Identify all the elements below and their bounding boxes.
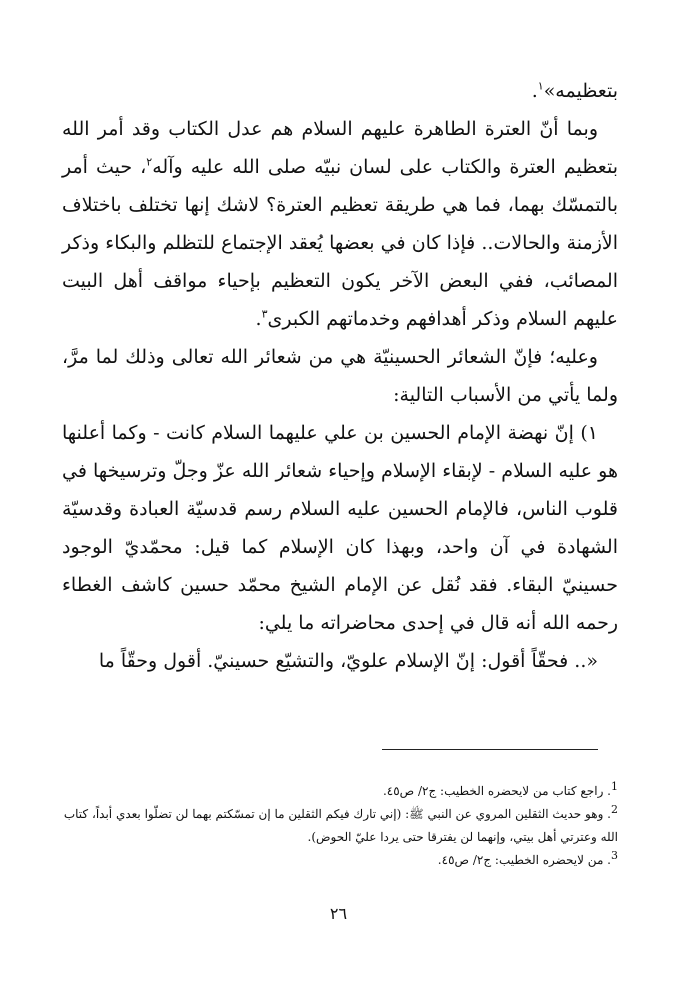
footnote-ref: ٢ bbox=[146, 155, 153, 169]
paragraph-text: «.. فحقّاً أقول: إنّ الإسلام علويّ، والتشيّع حسينيّ. أقول وحقّاً ما bbox=[98, 650, 598, 672]
paragraph-4 bbox=[62, 414, 618, 642]
paragraph-text: وبما أنّ العترة الطاهرة عليهم السلام هم عدل الكتاب وقد أمر الله بتعظيم العترة والكتاب على لسان نبيّه صلى الله عليه وآله bbox=[62, 118, 618, 178]
paragraph-5 bbox=[62, 642, 618, 680]
footnote-text: . من لايحضره الخطيب: ج٢/ ص٤٥. bbox=[437, 853, 611, 867]
footnote-number: 2 bbox=[611, 803, 618, 816]
paragraph-text: ١) إنّ نهضة الإمام الحسين بن علي عليهما السلام كانت - وكما أعلنها هو عليه السلام - لإبقاء الإسلام وإحياء شعائر الله عزّ وجلّ وترسيخها في قلوب الناس، فالإمام الحسين عليه السلام رسم قدسيّة العبادة وقدسيّة الشهادة في آن واحد، وبهذا كان الإسلام كما قيل: محمّديّ الوجود حسينيّ البقاء. فقد نُقل عن الإمام الشيخ محمّد حسين كاشف الغطاء رحمه الله أنه قال في إحدى محاضراته ما يلي: bbox=[62, 422, 618, 634]
footnote-text: . وهو حديث الثقلين المروي عن النبي ﷺ: (إني تارك فيكم الثقلين ما إن تمسّكتم بهما لن تضلّوا بعدي أبداً، كتاب الله وعترتي أهل بيتي، وإنهما لن يفترقا حتى يردا عليّ الحوض). bbox=[63, 807, 618, 844]
paragraph-1: بتعظيمه»$^١$. bbox=[531, 79, 618, 102]
footnote-ref: ٣ bbox=[261, 307, 268, 321]
paragraph-text: بتعظيمه» bbox=[543, 80, 618, 102]
footnote-2 bbox=[62, 803, 618, 849]
paragraph-text: وعليه؛ فإنّ الشعائر الحسينيّة هي من شعائر الله تعالى وذلك لما مرَّ، ولما يأتي من الأسباب التالية: bbox=[62, 346, 618, 406]
paragraph-text: ، حيث أمر بالتمسّك بهما، فما هي طريقة تعظيم العترة؟ لاشك إنها تختلف باختلاف الأزمنة والحالات.. فإذا كان في بعضها يُعقد الإجتماع للتظلم والبكاء وذكر المصائب، ففي البعض الآخر يكون التعظيم بإحياء مواقف أهل البيت عليهم السلام وذكر أهدافهم وخدماتهم الكبرى bbox=[62, 156, 618, 330]
footnote-3 bbox=[62, 849, 618, 872]
paragraph-2: وبما أنّ العترة الطاهرة عليهم السلام هم عدل الكتاب وقد أمر الله بتعظيم العترة والكتاب على لسان نبيّه صلى الله عليه وآله$^٢$، حيث أمر بالتمسّك بهما، فما هي طريقة تعظيم العترة؟ لاشك إنها تختلف باختلاف الأزمنة والحالات.. فإذا كان في بعضها يُعقد الإجتماع للتظلم والبكاء وذكر المصائب، ففي البعض الآخر يكون التعظيم بإحياء مواقف أهل البيت عليهم السلام وذكر أهدافهم وخدماتهم الكبرى$^٣$. bbox=[62, 118, 618, 330]
footnote-divider bbox=[382, 749, 598, 750]
footnote-ref: ١ bbox=[537, 79, 544, 93]
footnote-text: . راجع كتاب من لايحضره الخطيب: ج٢/ ص٤٥. bbox=[382, 784, 611, 798]
page-number: ٢٦ bbox=[329, 904, 348, 923]
main-text bbox=[62, 72, 618, 680]
footnote-number: 1 bbox=[611, 780, 618, 793]
footnote-number: 3 bbox=[611, 849, 618, 862]
footnote-1 bbox=[62, 780, 618, 803]
footnotes bbox=[62, 780, 618, 872]
paragraph-3 bbox=[62, 338, 618, 414]
